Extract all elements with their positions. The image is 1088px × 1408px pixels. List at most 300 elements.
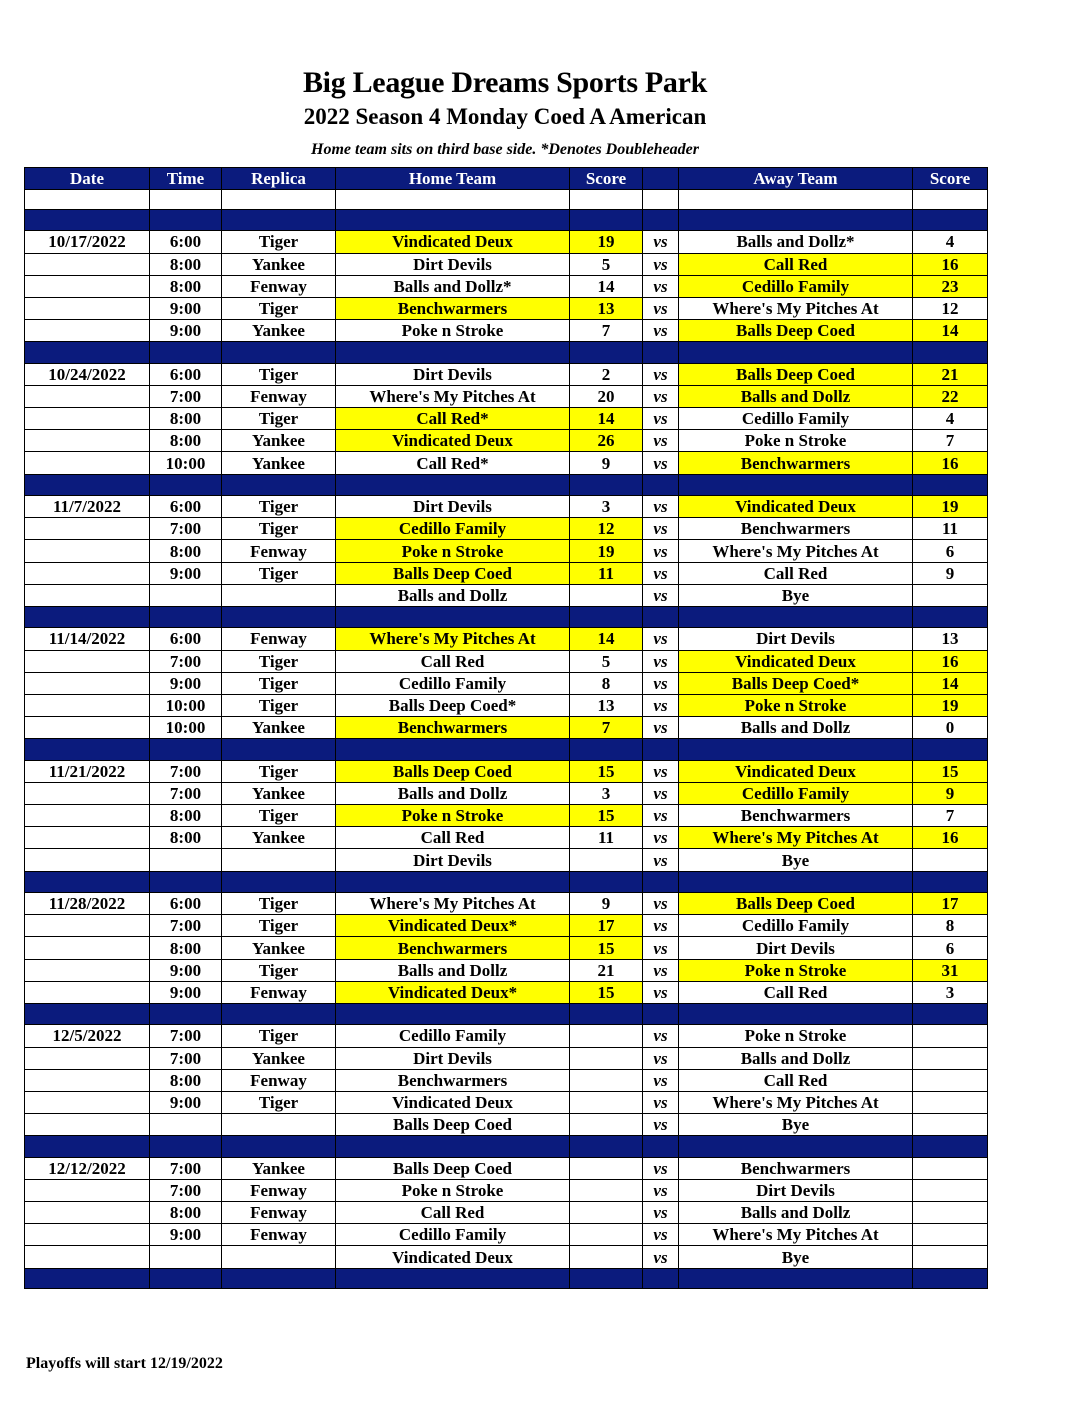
separator-cell	[150, 474, 222, 495]
game-row	[25, 849, 988, 871]
replica-cell: Tiger	[222, 805, 336, 827]
header-replica: Replica	[222, 168, 336, 190]
game-row	[25, 915, 988, 937]
home-team-cell: Balls and Dollz	[336, 959, 570, 981]
time-cell	[150, 584, 222, 606]
vs-cell: vs	[643, 584, 679, 606]
away-score-cell: 11	[913, 518, 988, 540]
replica-cell: Fenway	[222, 1069, 336, 1091]
home-team-cell: Balls Deep Coed*	[336, 694, 570, 716]
home-score-cell: 21	[570, 959, 643, 981]
game-row	[25, 672, 988, 694]
replica-cell: Tiger	[222, 562, 336, 584]
away-score-cell	[913, 1202, 988, 1224]
blank-cell	[679, 190, 913, 210]
away-team-cell: Call Red	[679, 1069, 913, 1091]
separator-cell	[336, 474, 570, 495]
time-cell: 7:00	[150, 915, 222, 937]
time-cell: 9:00	[150, 1091, 222, 1113]
home-team-cell: Balls and Dollz	[336, 584, 570, 606]
away-team-cell: Poke n Stroke	[679, 430, 913, 452]
away-team-cell: Vindicated Deux	[679, 760, 913, 782]
date-cell	[25, 1246, 150, 1268]
away-score-cell	[913, 584, 988, 606]
separator-cell	[336, 606, 570, 627]
separator-cell	[222, 1136, 336, 1157]
vs-cell: vs	[643, 672, 679, 694]
home-team-cell: Dirt Devils	[336, 496, 570, 518]
week-separator	[25, 474, 988, 495]
separator-cell	[643, 606, 679, 627]
replica-cell	[222, 849, 336, 871]
game-row	[25, 937, 988, 959]
home-score-cell: 3	[570, 782, 643, 804]
game-row	[25, 430, 988, 452]
replica-cell: Tiger	[222, 915, 336, 937]
home-score-cell: 15	[570, 981, 643, 1003]
separator-cell	[679, 474, 913, 495]
date-cell: 10/17/2022	[25, 231, 150, 253]
game-row	[25, 1091, 988, 1113]
home-team-cell: Dirt Devils	[336, 363, 570, 385]
home-score-cell	[570, 849, 643, 871]
away-score-cell: 21	[913, 363, 988, 385]
header-away-team: Away Team	[679, 168, 913, 190]
separator-cell	[25, 210, 150, 231]
schedule-note: Home team sits on third base side. *Denotes Doubleheader	[311, 141, 699, 158]
home-team-cell: Vindicated Deux	[336, 231, 570, 253]
home-team-cell: Call Red*	[336, 452, 570, 474]
time-cell	[150, 1114, 222, 1136]
separator-cell	[913, 1136, 988, 1157]
away-team-cell: Call Red	[679, 562, 913, 584]
schedule-body	[25, 190, 988, 1289]
replica-cell: Tiger	[222, 297, 336, 319]
away-team-cell: Where's My Pitches At	[679, 827, 913, 849]
replica-cell: Tiger	[222, 959, 336, 981]
separator-cell	[679, 739, 913, 760]
home-team-cell: Cedillo Family	[336, 518, 570, 540]
time-cell: 7:00	[150, 782, 222, 804]
home-team-cell: Vindicated Deux	[336, 1091, 570, 1113]
away-score-cell: 3	[913, 981, 988, 1003]
home-team-cell: Vindicated Deux*	[336, 915, 570, 937]
home-team-cell: Poke n Stroke	[336, 805, 570, 827]
away-score-cell: 16	[913, 650, 988, 672]
home-score-cell: 9	[570, 452, 643, 474]
time-cell: 9:00	[150, 672, 222, 694]
separator-cell	[643, 871, 679, 892]
home-team-cell: Vindicated Deux	[336, 430, 570, 452]
replica-cell: Fenway	[222, 385, 336, 407]
date-cell	[25, 981, 150, 1003]
game-row	[25, 959, 988, 981]
away-team-cell: Dirt Devils	[679, 1179, 913, 1201]
date-cell: 10/24/2022	[25, 363, 150, 385]
time-cell: 7:00	[150, 1047, 222, 1069]
home-score-cell: 12	[570, 518, 643, 540]
away-score-cell	[913, 849, 988, 871]
time-cell: 6:00	[150, 628, 222, 650]
time-cell	[150, 849, 222, 871]
replica-cell: Tiger	[222, 694, 336, 716]
away-score-cell: 4	[913, 231, 988, 253]
game-row	[25, 650, 988, 672]
date-cell	[25, 805, 150, 827]
playoffs-note: Playoffs will start 12/19/2022	[26, 1355, 223, 1372]
separator-cell	[570, 210, 643, 231]
separator-cell	[913, 342, 988, 363]
away-team-cell: Balls Deep Coed	[679, 893, 913, 915]
game-row	[25, 320, 988, 342]
time-cell: 7:00	[150, 650, 222, 672]
home-team-cell: Balls and Dollz	[336, 782, 570, 804]
separator-cell	[643, 474, 679, 495]
home-score-cell: 7	[570, 320, 643, 342]
home-score-cell: 8	[570, 672, 643, 694]
away-team-cell: Bye	[679, 1246, 913, 1268]
time-cell: 9:00	[150, 1224, 222, 1246]
home-score-cell	[570, 584, 643, 606]
separator-cell	[222, 606, 336, 627]
home-score-cell: 2	[570, 363, 643, 385]
vs-cell: vs	[643, 959, 679, 981]
page-subtitle: 2022 Season 4 Monday Coed A American	[303, 104, 707, 129]
replica-cell: Tiger	[222, 760, 336, 782]
home-score-cell: 26	[570, 430, 643, 452]
away-score-cell: 22	[913, 385, 988, 407]
replica-cell: Tiger	[222, 672, 336, 694]
separator-cell	[913, 871, 988, 892]
header-home-team: Home Team	[336, 168, 570, 190]
vs-cell: vs	[643, 782, 679, 804]
home-score-cell: 20	[570, 385, 643, 407]
game-row	[25, 1179, 988, 1201]
home-score-cell: 17	[570, 915, 643, 937]
separator-cell	[222, 474, 336, 495]
home-score-cell	[570, 1091, 643, 1113]
game-row	[25, 253, 988, 275]
away-team-cell: Balls Deep Coed	[679, 320, 913, 342]
vs-cell: vs	[643, 275, 679, 297]
time-cell: 6:00	[150, 363, 222, 385]
separator-cell	[336, 1268, 570, 1288]
replica-cell	[222, 584, 336, 606]
home-team-cell: Benchwarmers	[336, 1069, 570, 1091]
date-cell	[25, 782, 150, 804]
home-team-cell: Benchwarmers	[336, 297, 570, 319]
away-score-cell: 8	[913, 915, 988, 937]
time-cell: 8:00	[150, 275, 222, 297]
game-row	[25, 827, 988, 849]
home-team-cell: Call Red	[336, 827, 570, 849]
date-cell	[25, 937, 150, 959]
home-team-cell: Balls Deep Coed	[336, 1114, 570, 1136]
game-row	[25, 297, 988, 319]
date-cell	[25, 694, 150, 716]
date-cell	[25, 1224, 150, 1246]
separator-cell	[222, 739, 336, 760]
away-score-cell: 17	[913, 893, 988, 915]
game-row	[25, 893, 988, 915]
home-score-cell	[570, 1224, 643, 1246]
game-row	[25, 385, 988, 407]
separator-cell	[679, 1268, 913, 1288]
replica-cell: Tiger	[222, 518, 336, 540]
vs-cell: vs	[643, 297, 679, 319]
separator-cell	[643, 1268, 679, 1288]
date-cell: 12/5/2022	[25, 1025, 150, 1047]
separator-cell	[570, 871, 643, 892]
vs-cell: vs	[643, 937, 679, 959]
away-score-cell: 4	[913, 408, 988, 430]
replica-cell: Tiger	[222, 231, 336, 253]
separator-cell	[913, 606, 988, 627]
vs-cell: vs	[643, 408, 679, 430]
separator-cell	[643, 342, 679, 363]
date-cell	[25, 562, 150, 584]
replica-cell: Tiger	[222, 408, 336, 430]
home-team-cell: Benchwarmers	[336, 937, 570, 959]
vs-cell: vs	[643, 363, 679, 385]
vs-cell: vs	[643, 1224, 679, 1246]
time-cell: 9:00	[150, 562, 222, 584]
time-cell: 8:00	[150, 937, 222, 959]
week-separator	[25, 739, 988, 760]
blank-cell	[643, 190, 679, 210]
replica-cell	[222, 1114, 336, 1136]
home-team-cell: Balls Deep Coed	[336, 1157, 570, 1179]
away-team-cell: Benchwarmers	[679, 1157, 913, 1179]
replica-cell: Yankee	[222, 1047, 336, 1069]
away-team-cell: Balls Deep Coed	[679, 363, 913, 385]
game-row	[25, 452, 988, 474]
away-score-cell: 23	[913, 275, 988, 297]
vs-cell: vs	[643, 452, 679, 474]
away-team-cell: Cedillo Family	[679, 275, 913, 297]
away-team-cell: Balls and Dollz	[679, 1202, 913, 1224]
home-score-cell: 15	[570, 760, 643, 782]
away-team-cell: Benchwarmers	[679, 452, 913, 474]
away-score-cell: 19	[913, 694, 988, 716]
date-cell	[25, 385, 150, 407]
date-cell	[25, 275, 150, 297]
replica-cell: Tiger	[222, 650, 336, 672]
date-cell	[25, 915, 150, 937]
blank-cell	[913, 190, 988, 210]
away-score-cell: 31	[913, 959, 988, 981]
separator-cell	[570, 1268, 643, 1288]
vs-cell: vs	[643, 1025, 679, 1047]
away-score-cell	[913, 1246, 988, 1268]
vs-cell: vs	[643, 650, 679, 672]
separator-cell	[570, 1136, 643, 1157]
vs-cell: vs	[643, 562, 679, 584]
away-team-cell: Benchwarmers	[679, 805, 913, 827]
away-team-cell: Vindicated Deux	[679, 650, 913, 672]
away-team-cell: Bye	[679, 849, 913, 871]
game-row	[25, 1224, 988, 1246]
away-score-cell: 14	[913, 320, 988, 342]
away-score-cell: 19	[913, 496, 988, 518]
away-team-cell: Vindicated Deux	[679, 496, 913, 518]
home-score-cell	[570, 1202, 643, 1224]
date-cell	[25, 849, 150, 871]
date-cell	[25, 408, 150, 430]
separator-cell	[336, 210, 570, 231]
away-team-cell: Cedillo Family	[679, 408, 913, 430]
time-cell: 9:00	[150, 320, 222, 342]
separator-cell	[336, 342, 570, 363]
game-row	[25, 717, 988, 739]
separator-cell	[222, 1003, 336, 1024]
home-team-cell: Dirt Devils	[336, 253, 570, 275]
game-row	[25, 1246, 988, 1268]
away-score-cell	[913, 1069, 988, 1091]
header-row	[25, 168, 988, 190]
away-score-cell: 14	[913, 672, 988, 694]
away-score-cell: 15	[913, 760, 988, 782]
home-team-cell: Balls and Dollz*	[336, 275, 570, 297]
separator-cell	[336, 1136, 570, 1157]
away-team-cell: Bye	[679, 1114, 913, 1136]
separator-cell	[150, 1003, 222, 1024]
home-team-cell: Balls Deep Coed	[336, 562, 570, 584]
header-time: Time	[150, 168, 222, 190]
schedule-table	[24, 167, 988, 1289]
game-row	[25, 981, 988, 1003]
separator-cell	[913, 474, 988, 495]
vs-cell: vs	[643, 1246, 679, 1268]
game-row	[25, 1202, 988, 1224]
page-title: Big League Dreams Sports Park	[302, 66, 708, 99]
separator-cell	[679, 342, 913, 363]
game-row	[25, 562, 988, 584]
game-row	[25, 408, 988, 430]
separator-cell	[222, 1268, 336, 1288]
home-score-cell	[570, 1179, 643, 1201]
time-cell: 7:00	[150, 385, 222, 407]
game-row	[25, 694, 988, 716]
away-score-cell: 6	[913, 540, 988, 562]
home-score-cell: 11	[570, 562, 643, 584]
time-cell: 7:00	[150, 1157, 222, 1179]
vs-cell: vs	[643, 518, 679, 540]
game-row	[25, 628, 988, 650]
date-cell	[25, 430, 150, 452]
game-row	[25, 496, 988, 518]
game-row	[25, 1025, 988, 1047]
date-cell	[25, 1047, 150, 1069]
time-cell: 8:00	[150, 1069, 222, 1091]
separator-cell	[679, 871, 913, 892]
time-cell: 8:00	[150, 1202, 222, 1224]
game-row	[25, 1069, 988, 1091]
time-cell: 6:00	[150, 893, 222, 915]
replica-cell: Yankee	[222, 430, 336, 452]
home-score-cell: 14	[570, 628, 643, 650]
home-score-cell: 11	[570, 827, 643, 849]
game-row	[25, 782, 988, 804]
vs-cell: vs	[643, 231, 679, 253]
home-score-cell: 9	[570, 893, 643, 915]
time-cell: 10:00	[150, 452, 222, 474]
vs-cell: vs	[643, 1091, 679, 1113]
blank-cell	[150, 190, 222, 210]
away-team-cell: Bye	[679, 584, 913, 606]
separator-cell	[913, 739, 988, 760]
time-cell: 6:00	[150, 496, 222, 518]
time-cell: 8:00	[150, 408, 222, 430]
date-cell	[25, 320, 150, 342]
time-cell: 8:00	[150, 827, 222, 849]
vs-cell: vs	[643, 1202, 679, 1224]
date-cell	[25, 1202, 150, 1224]
replica-cell	[222, 1246, 336, 1268]
time-cell: 8:00	[150, 805, 222, 827]
away-score-cell: 9	[913, 562, 988, 584]
home-team-cell: Where's My Pitches At	[336, 385, 570, 407]
replica-cell: Fenway	[222, 1224, 336, 1246]
home-team-cell: Call Red	[336, 650, 570, 672]
separator-cell	[570, 739, 643, 760]
replica-cell: Tiger	[222, 363, 336, 385]
home-team-cell: Benchwarmers	[336, 717, 570, 739]
away-team-cell: Cedillo Family	[679, 782, 913, 804]
home-score-cell: 5	[570, 650, 643, 672]
separator-cell	[336, 871, 570, 892]
replica-cell: Fenway	[222, 981, 336, 1003]
week-separator	[25, 871, 988, 892]
home-team-cell: Cedillo Family	[336, 672, 570, 694]
separator-cell	[150, 342, 222, 363]
away-team-cell: Balls and Dollz	[679, 717, 913, 739]
replica-cell: Yankee	[222, 717, 336, 739]
replica-cell: Fenway	[222, 1202, 336, 1224]
date-cell	[25, 1091, 150, 1113]
away-team-cell: Balls and Dollz	[679, 385, 913, 407]
date-cell	[25, 1179, 150, 1201]
vs-cell: vs	[643, 385, 679, 407]
game-row	[25, 363, 988, 385]
week-separator	[25, 1003, 988, 1024]
time-cell: 10:00	[150, 717, 222, 739]
away-team-cell: Where's My Pitches At	[679, 1224, 913, 1246]
game-row	[25, 1157, 988, 1179]
away-team-cell: Where's My Pitches At	[679, 297, 913, 319]
vs-cell: vs	[643, 1157, 679, 1179]
separator-cell	[570, 474, 643, 495]
replica-cell: Yankee	[222, 827, 336, 849]
away-score-cell: 16	[913, 253, 988, 275]
replica-cell: Fenway	[222, 540, 336, 562]
date-cell: 11/14/2022	[25, 628, 150, 650]
blank-cell	[222, 190, 336, 210]
time-cell: 8:00	[150, 253, 222, 275]
home-score-cell: 14	[570, 275, 643, 297]
away-team-cell: Dirt Devils	[679, 628, 913, 650]
separator-cell	[570, 606, 643, 627]
game-row	[25, 805, 988, 827]
vs-cell: vs	[643, 430, 679, 452]
away-score-cell: 0	[913, 717, 988, 739]
home-score-cell: 19	[570, 540, 643, 562]
date-cell	[25, 1069, 150, 1091]
separator-cell	[643, 1003, 679, 1024]
time-cell: 7:00	[150, 518, 222, 540]
away-score-cell	[913, 1091, 988, 1113]
header-away-score: Score	[913, 168, 988, 190]
